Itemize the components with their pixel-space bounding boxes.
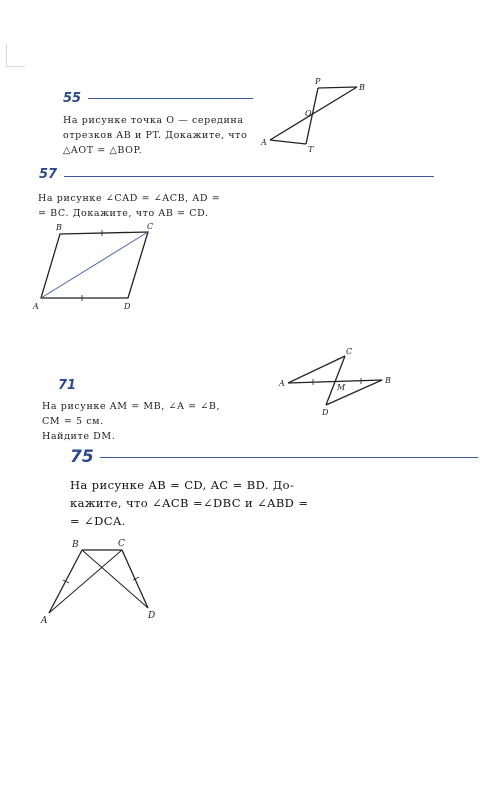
label-b: B — [56, 223, 62, 232]
problem-75-line-3: = ∠DCA. — [70, 514, 126, 528]
problem-75-rule — [100, 457, 478, 458]
label-a: A — [279, 379, 285, 388]
problem-57-line-2: = BC. Докажите, что AB = CD. — [38, 208, 209, 219]
label-d: D — [322, 408, 329, 417]
problem-71-figure — [275, 343, 405, 418]
label-c: C — [147, 222, 154, 231]
problem-55-text — [63, 113, 247, 158]
label-b: B — [72, 540, 79, 550]
problem-75-number: 75 — [70, 447, 94, 467]
problem-75-text — [70, 476, 308, 530]
problem-55-line-2: отрезков AB и PT. Докажите, что — [63, 130, 248, 141]
page-corner-mark — [6, 44, 25, 67]
problem-57-number: 57 — [39, 167, 58, 182]
problem-57-text — [38, 191, 220, 221]
label-c: C — [346, 347, 353, 356]
problem-75-line-1: На рисунке AB = CD, AC = BD. До- — [70, 478, 295, 492]
problem-55-line-3: △AOT = △BOP. — [63, 145, 143, 156]
label-o: O — [305, 109, 312, 118]
diagonal-ac — [49, 550, 122, 613]
segment-ba — [270, 87, 357, 140]
segment-at — [270, 140, 306, 144]
segment-pb — [318, 87, 357, 88]
label-t: T — [308, 145, 314, 154]
label-d: D — [148, 611, 156, 621]
label-d: D — [124, 302, 131, 311]
problem-71-line-1: На рисунке AM = MB, ∠A = ∠B, — [42, 401, 221, 412]
label-a: A — [33, 302, 39, 311]
problem-55-number: 55 — [63, 91, 82, 106]
label-a: A — [261, 138, 267, 147]
problem-57-rule — [64, 176, 434, 177]
label-m: M — [337, 383, 346, 392]
problem-55-figure — [255, 72, 375, 162]
problem-57-figure — [30, 220, 160, 315]
label-b: B — [385, 376, 391, 385]
label-a: A — [41, 616, 48, 626]
problem-71-text — [42, 399, 220, 444]
problem-57-line-1: На рисунке ∠CAD = ∠ACB, AD = — [38, 193, 221, 204]
problem-71-line-2: CM = 5 см. — [42, 416, 104, 427]
problem-75-figure — [35, 535, 170, 630]
problem-55-rule — [88, 98, 253, 99]
label-b: B — [359, 83, 365, 92]
problem-71-number: 71 — [58, 378, 77, 393]
label-c: C — [118, 539, 125, 549]
diagonal-bd — [82, 550, 148, 608]
problem-71-line-3: Найдите DM. — [42, 431, 116, 442]
problem-75-line-2: кажите, что ∠ACB =∠DBC и ∠ABD = — [70, 496, 309, 510]
label-p: P — [315, 77, 321, 86]
problem-55-line-1: На рисунке точка O — середина — [63, 115, 244, 126]
